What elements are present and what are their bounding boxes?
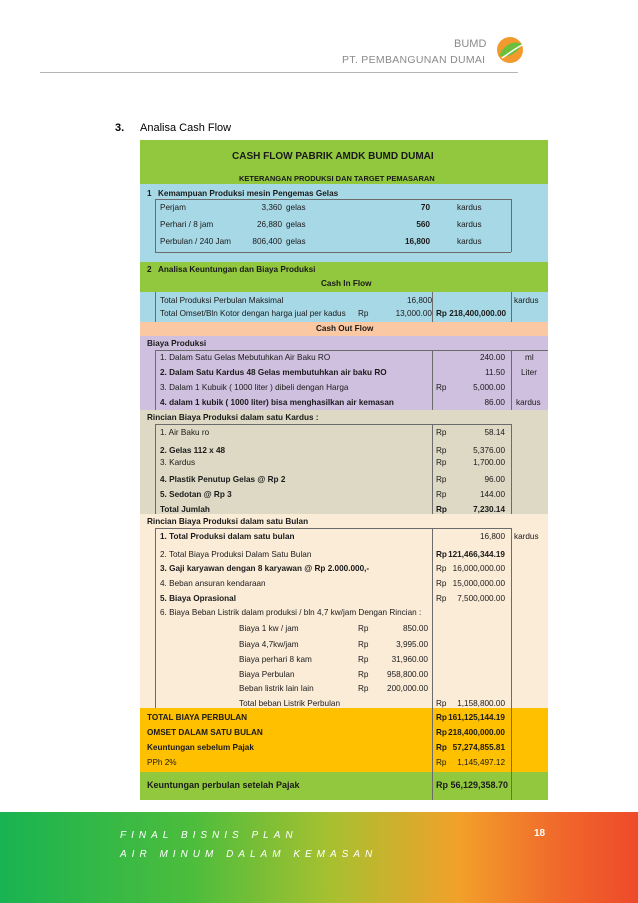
s1-row-unit: gelas [286,237,306,246]
bulan-row-value: 7,500,000.00 [457,594,505,603]
header-divider [40,72,518,73]
listrik-row-rp: Rp [358,624,369,633]
bulan-row-label: 3. Gaji karyawan dengan 8 karyawan @ Rp 2.000.000,- [160,564,370,573]
summary-value: 161,125,144.19 [448,713,505,722]
bulan-row-label: 2. Total Biaya Produksi Dalam Satu Bulan [160,550,312,559]
biaya-row-unit: kardus [516,398,541,407]
bulan-row-value: 15,000,000.00 [452,579,505,588]
s1-row-unit2: kardus [457,220,482,229]
s2-title: Analisa Keuntungan dan Biaya Produksi [158,265,316,274]
bulan-row-rp: Rp [436,564,447,573]
company-logo-icon [496,36,524,64]
listrik-row-label: Biaya 1 kw / jam [239,624,299,633]
summary-value: 1,145,497.12 [457,758,505,767]
in1-qty: 16,800 [406,296,432,305]
kardus-row-value: 144.00 [479,490,505,499]
s1-row-unit: gelas [286,220,306,229]
in2-label: Total Omset/Bln Kotor dengan harga jual per kadus [160,309,346,318]
biaya-title: Biaya Produksi [147,339,207,348]
biaya-row-value: 240.00 [479,353,505,362]
s1-number: 1 [147,189,152,198]
listrik-row-rp: Rp [358,670,369,679]
listrik-total-rp: Rp [436,699,447,708]
in1-unit: kardus [514,296,539,305]
s1-row-unit2: kardus [457,203,482,212]
listrik-row-label: Biaya Perbulan [239,670,295,679]
section-title: Analisa Cash Flow [140,122,232,134]
s1-row-label: Perbulan / 240 Jam [160,237,232,246]
listrik-row-value: 31,960.00 [391,655,428,664]
kardus-row-label: 3. Kardus [160,458,196,467]
listrik-row-value: 958,800.00 [387,670,428,679]
listrik-row-rp: Rp [358,640,369,649]
kardus-row-label: 2. Gelas 112 x 48 [160,446,226,455]
biaya-row-unit: Liter [521,368,537,377]
bulan-row-label: 4. Beban ansuran kendaraan [160,579,266,588]
summary-label: PPh 2% [147,758,177,767]
listrik-row-rp: Rp [358,655,369,664]
header-subtitle: PT. PEMBANGUNAN DUMAI [342,54,486,66]
s1-row-qty2: 16,800 [404,237,430,246]
summary-label: OMSET DALAM SATU BULAN [147,728,263,737]
s1-row-label: Perjam [160,203,186,212]
biaya-row-label: 2. Dalam Satu Kardus 48 Gelas membutuhkan air baku RO [160,368,387,377]
biaya-row-unit: ml [525,353,534,362]
biaya-row-rp: Rp [436,383,447,392]
s1-row-qty: 26,880 [256,220,282,229]
kardus-row-value: 1,700.00 [473,458,505,467]
kardus-total-label: Total Jumlah [160,505,210,514]
listrik-total-label: Total beban Listrik Perbulan [239,699,341,708]
biaya-row-value: 11.50 [485,368,505,377]
footer-line-1: FINAL BISNIS PLAN [120,830,298,841]
kardus-total-value: 7,230.14 [473,505,505,514]
s2-number: 2 [147,265,152,274]
kardus-row-value: 58.14 [484,428,505,437]
summary-label: Keuntungan sebelum Pajak [147,743,254,752]
page-number: 18 [534,828,546,839]
section-number: 3. [115,122,125,134]
summary-rp: Rp [436,743,447,752]
bulan-row-label: 5. Biaya Oprasional [160,594,236,603]
table-subtitle: KETERANGAN PRODUKSI DAN TARGET PEMASARAN [239,174,435,183]
s1-title: Kemampuan Produksi mesin Pengemas Gelas [158,189,339,198]
biaya-row-label: 1. Dalam Satu Gelas Mebutuhkan Air Baku RO [160,353,331,362]
rincian-bulan-title: Rincian Biaya Produksi dalam satu Bulan [147,517,309,526]
bulan-row-rp: Rp [436,550,447,559]
biaya-row-label: 3. Dalam 1 Kubuik ( 1000 liter ) dibeli dengan Harga [160,383,349,392]
kardus-row-rp: Rp [436,446,447,455]
biaya-row-label: 4. dalam 1 kubik ( 1000 liter) bisa menghasilkan air kemasan [160,398,394,407]
summary-label: TOTAL BIAYA PERBULAN [147,713,248,722]
s1-row-unit2: kardus [457,237,482,246]
rincian-kardus-title: Rincian Biaya Produksi dalam satu Kardus : [147,413,319,422]
in2-rp: Rp [358,309,369,318]
cash-in-label: Cash In Flow [321,279,372,288]
table-title: CASH FLOW PABRIK AMDK BUMD DUMAI [232,151,434,162]
cash-flow-table [140,140,548,796]
kardus-row-rp: Rp [436,428,447,437]
s1-row-qty: 3,360 [261,203,282,212]
final-label: Keuntungan perbulan setelah Pajak [147,780,300,790]
listrik-total-value: 1,158,800.00 [457,699,505,708]
s1-row-qty: 806,400 [252,237,282,246]
kardus-row-rp: Rp [436,458,447,467]
s1-row-label: Perhari / 8 jam [160,220,214,229]
kardus-row-rp: Rp [436,490,447,499]
s1-row-qty2: 560 [416,220,430,229]
listrik-row-value: 850.00 [402,624,428,633]
s1-row-unit: gelas [286,203,306,212]
summary-value: 218,400,000.00 [448,728,505,737]
biaya-row-value: 86.00 [484,398,505,407]
s1-row-qty2: 70 [420,203,430,212]
listrik-row-value: 3,995.00 [396,640,428,649]
in2-price: 13,000.00 [395,309,432,318]
kardus-row-label: 4. Plastik Penutup Gelas @ Rp 2 [160,475,286,484]
kardus-row-rp: Rp [436,475,447,484]
bulan-row-value: 16,800 [479,532,505,541]
header-title: BUMD [454,38,487,50]
kardus-total-rp: Rp [436,505,447,514]
bulan-row-label: 6. Biaya Beban Listrik dalam produksi / bln 4,7 kw/jam Dengan Rincian : [160,608,422,617]
summary-rp: Rp [436,728,447,737]
summary-rp: Rp [436,758,447,767]
kardus-row-value: 5,376.00 [473,446,505,455]
listrik-row-label: Biaya perhari 8 kam [239,655,312,664]
bulan-row-rp: Rp [436,594,447,603]
bulan-row-label: 1. Total Produksi dalam satu bulan [160,532,295,541]
bulan-row-rp: Rp [436,579,447,588]
kardus-row-value: 96.00 [484,475,505,484]
kardus-row-label: 1. Air Baku ro [160,428,210,437]
listrik-row-rp: Rp [358,684,369,693]
summary-rp: Rp [436,713,447,722]
in2-total: Rp 218,400,000.00 [436,309,507,318]
summary-value: 57,274,855.81 [452,743,505,752]
footer-line-2: AIR MINUM DALAM KEMASAN [120,849,378,860]
cash-out-label: Cash Out Flow [316,324,374,333]
bulan-row-value: 121,466,344.19 [448,550,505,559]
biaya-row-value: 5,000.00 [473,383,505,392]
listrik-row-label: Beban listrik lain lain [239,684,314,693]
in1-label: Total Produksi Perbulan Maksimal [160,296,284,305]
kardus-row-label: 5. Sedotan @ Rp 3 [160,490,232,499]
listrik-row-value: 200,000.00 [387,684,428,693]
listrik-row-label: Biaya 4,7kw/jam [239,640,299,649]
bulan-row-unit: kardus [514,532,539,541]
bulan-row-value: 16,000,000.00 [452,564,505,573]
final-value: Rp 56,129,358.70 [436,780,509,790]
